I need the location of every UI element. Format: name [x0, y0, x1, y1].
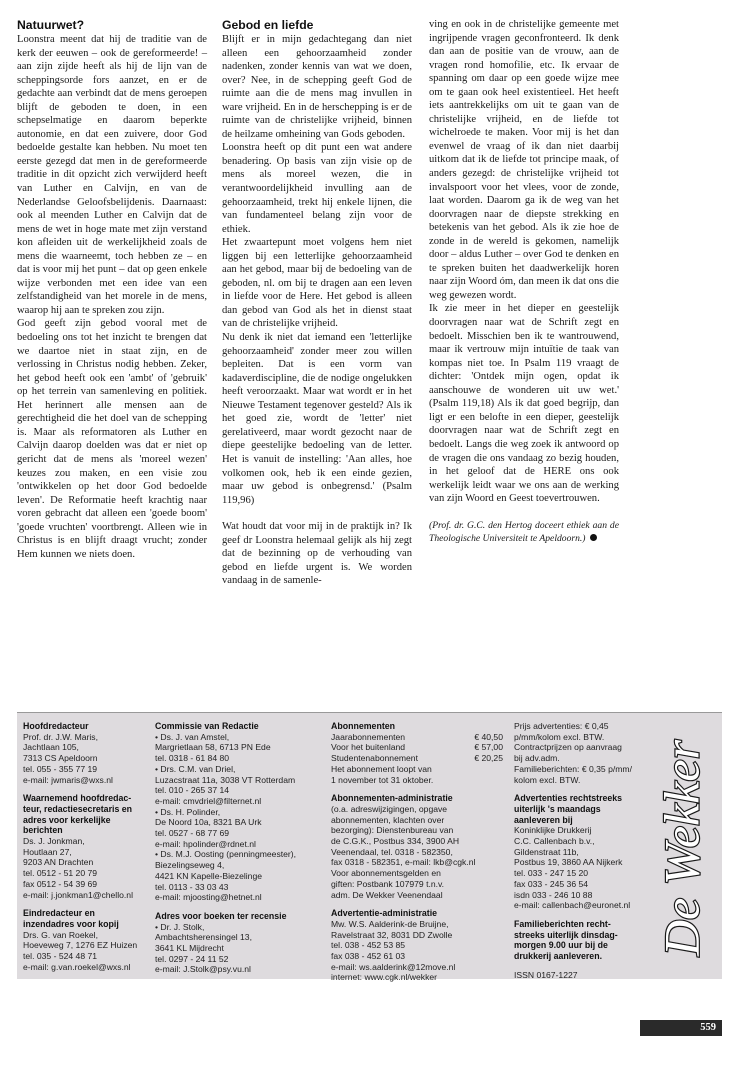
- colophon-column-advertising: [514, 721, 644, 980]
- rate-value: € 40,50: [474, 731, 503, 742]
- colophon-line: Gildenstraat 11b,: [514, 846, 579, 857]
- article-column-1: [17, 18, 207, 561]
- heading-line: morgen 9.00 uur bij de: [514, 940, 608, 951]
- colophon-line: Prijs advertenties: € 0,45: [514, 721, 609, 731]
- heading-line: teur, redactiesecretaris en: [23, 803, 133, 814]
- de-wekker-logo: [652, 723, 722, 973]
- article-column-2: [222, 18, 412, 588]
- colophon-line: De Noord 10a, 8321 BA Urk: [155, 817, 262, 828]
- colophon-line: e-mail: j.jonkman1@chello.nl: [23, 889, 133, 900]
- colophon-heading: Commissie van Redactie: [155, 721, 259, 731]
- heading-line: aanleveren bij: [514, 814, 573, 825]
- colophon-line: Mw. W.S. Aalderink-de Bruijne,: [331, 918, 449, 929]
- colophon-line: tel. 0297 - 24 11 52: [155, 953, 229, 964]
- colophon-line: Prof. dr. J.W. Maris,: [23, 731, 98, 742]
- colophon-line: Drs. G. van Roekel,: [23, 929, 98, 940]
- colophon-line: de C.G.K., Postbus 334, 3900 AH: [331, 836, 460, 847]
- colophon-line: fax 0512 - 54 39 69: [23, 878, 98, 889]
- colophon-line: giften: Postbank 107979 t.n.v.: [331, 878, 445, 889]
- colophon-line: Ds. J. Jonkman,: [23, 836, 85, 847]
- heading-line: uiterlijk 's maandags: [514, 803, 601, 814]
- colophon-line: Houtlaan 27,: [23, 846, 72, 857]
- end-mark-icon: [590, 534, 597, 541]
- heading-line: adres voor kerkelijke: [23, 814, 111, 825]
- rate-row: [331, 753, 503, 764]
- colophon-line: Margrietlaan 58, 6713 PN Ede: [155, 742, 271, 753]
- colophon-heading: Advertentie-administratie: [331, 908, 438, 919]
- paragraph: Loonstra heeft op dit punt een wat andere benadering. Op basis van zijn visie op de mens als moreel wezen, die in verantwoordelijkheid invulling aan de gehoorzaamheid, trekt hij enkele lijnen, die van fundamenteel belang zijn voor de ethiek.: [222, 142, 412, 235]
- colophon-line: tel. 0318 - 61 84 80: [155, 753, 230, 764]
- colophon-line: e-mail: hpolinder@rdnet.nl: [155, 838, 256, 849]
- colophon-line: tel. 038 - 452 53 85: [331, 940, 406, 951]
- colophon-heading: Adres voor boeken ter recensie: [155, 910, 287, 921]
- colophon-line: isdn 033 - 246 10 88: [514, 889, 593, 900]
- issn: ISSN 0167-1227: [514, 969, 578, 980]
- page-number: 559: [640, 1020, 722, 1036]
- colophon-line: Contractprijzen op aanvraag: [514, 742, 622, 753]
- colophon: [17, 712, 722, 983]
- paragraph: Blijft er in mijn gedachtegang dan niet alleen een gehoorzaamheid zonder nadenken, zonder kennis van wat we doen, over? Nee, in de schepping geeft God de ruimte aan die de mens mag invullen in ware vrijheid. En in de herschepping is er de ruimte van de christelijke vrijheid, binnen de heilzame omheining van Gods geboden.: [222, 34, 412, 140]
- paragraph: Ik zie meer in het dieper en geestelijk doorvragen naar wat de Schrift zegt en bedoelt. Misschien ben ik te wantrouwend, maar ik vertrouw mijn intuïtie de taak van kompas niet toe. In Psalm 119 vraagt de dichter: 'Ontdek mijn ogen, opdat ik aanschouwe de wonderen uit uw wet.' (Psalm 119,18) Als ik dat goed begrijp, dan ligt er een belofte in een dieper, geestelijk doorvragen naar wat de Schrift zegt en bedoelt. Langs die weg zoek ik antwoord op de vragen die ons vandaag zo bezig houden, in het geloof dat de HERE ons ook werkelijk leidt waar we ons aan de werking van zijn Woord en Geest toevertrouwen.: [429, 303, 619, 505]
- rate-label: Voor het buitenland: [331, 742, 406, 753]
- colophon-line: e-mail: g.van.roekel@wxs.nl: [23, 961, 131, 972]
- rate-value: € 57,00: [474, 742, 503, 753]
- colophon-line: bij adv.adm.: [514, 753, 560, 764]
- colophon-line: Veenendaal, tel. 0318 - 582350,: [331, 846, 453, 857]
- colophon-line: p/mm/kolom excl. BTW.: [514, 731, 605, 742]
- colophon-line: internet: www.cgk.nl/wekker: [331, 972, 438, 983]
- colophon-heading: Hoofdredacteur: [23, 721, 89, 731]
- colophon-line: • Ds. H. Polinder,: [155, 806, 221, 817]
- paragraph: God geeft zijn gebod vooral met de bedoeling ons tot het inzicht te brengen dat we daartoe niet in staat zijn, en de verlossing in Christus nodig hebben. Zeker, het gebod heeft ook een 'ambt' of 'gebruik' op het terrein van samenleving en politiek. Het herinnert alle mensen aan de gerechtigheid die het doel van de schepping is. Maar als reformatoren als Luther en Calvijn daarop doelden was dat er niet op gericht dat de mens als 'moreel wezen' keuzes zou maken, en een visie zou 'ontwikkelen op het door God bedoelde leven'. De Reformatie heeft krachtig naar voren gebracht dat alleen een 'goede boom' 'goede vruchten' voortbrengt. Alleen wie in Christus is en blijft draagt vrucht; zonder Hem kunnen we niets doen.: [17, 318, 207, 560]
- heading-line: Advertenties rechtstreeks: [514, 793, 623, 804]
- rate-label: Studentenabonnement: [331, 753, 418, 764]
- rate-label: Jaarabonnementen: [331, 731, 406, 742]
- heading-line: inzendadres voor kopij: [23, 918, 119, 929]
- colophon-line: e-mail: ws.aalderink@12move.nl: [331, 961, 456, 972]
- colophon-line: abonnementen, klachten over: [331, 814, 445, 825]
- colophon-line: e-mail: callenbach@euronet.nl: [514, 900, 631, 911]
- colophon-line: e-mail: mjoosting@hetnet.nl: [155, 892, 262, 903]
- heading-line: drukkerij aanleveren.: [514, 951, 603, 962]
- colophon-line: adm. De Wekker Veenendaal: [331, 889, 443, 900]
- colophon-line: e-mail: cmvdriel@filternet.nl: [155, 795, 262, 806]
- colophon-line: tel. 010 - 265 37 14: [155, 785, 230, 796]
- colophon-line: tel. 033 - 247 15 20: [514, 868, 589, 879]
- colophon-line: tel. 0113 - 33 03 43: [155, 881, 229, 892]
- colophon-line: • Ds. M.J. Oosting (penningmeester),: [155, 849, 297, 860]
- colophon-line: e-mail: jwmaris@wxs.nl: [23, 774, 113, 785]
- paragraph: ving en ook in de christelijke gemeente met ingrijpende vragen geconfronteerd. Ik denk dan aan de positie van de vrouw, aan de vragen rond homofilie, etc. Ik ervaar de spanning om daar op een goede wijze mee om te gaan ook heel existentieel. Het heeft iets aantrekkelijks om uit te gaan van de christelijke vrijheid, en de liefde tot wichelroede te maken. Voor mij is het dan evenwel de vraag of ik dan niet daarbij uitkom dat ik de liefde tot principe maak, of anders gezegd: de christelijke vrijheid tot invalspoort voor het vlees, voor de zonde, laat worden. Daarom ga ik de weg van het doorvragen naar de diepste strekking en betekenis van het gebod. Als ik zie hoe de zonde in de wereld is gekomen, namelijk door – aldus Luther – over God te denken en te spreken buiten het daadwerkelijk horen naar zijn Woord óm, dan meen ik dat ons die weg gewezen wordt.: [429, 19, 619, 301]
- colophon-line: tel. 0512 - 51 20 79: [23, 868, 98, 879]
- colophon-line: tel. 035 - 524 48 71: [23, 951, 98, 962]
- colophon-line: bezorging): Dienstenbureau van: [331, 825, 454, 836]
- colophon-line: 9203 AN Drachten: [23, 857, 94, 868]
- colophon-line: fax 033 - 245 36 54: [514, 878, 589, 889]
- colophon-column-editors: [23, 721, 151, 972]
- rate-row: [331, 732, 503, 743]
- paragraph: Loonstra meent dat hij de traditie van de kerk der eeuwen – ook de gereformeerde! – aan zijn zijde heeft als hij de lijn van de scheppingsorde fors aanzet, en er de gedachte aan verbindt dat de mens geroepen blijft de geboden te doen, in een schepselmatige en daarom beperkte autonomie, en dat een zuivere, door God bedoelde gestalte kan hebben. Nu moet ten eerste gezegd dat men in de gereformeerde traditie in dit opzicht zich verwijderd heeft van Luther en Calvijn, en van de Nederlandse Geloofsbelijdenis. Daarnaast: ook al meenden Luther en Calvijn dat de mens de wet in hoge mate met zijn verstand kon afleiden uit de werkelijkheid zoals de mens die waarneemt, toch hebben ze – en dat is voor mij het punt – dat op geen enkele wijze verbonden met een idee van een zelfstandigheid van het morele in de mens, waarop hij aan te spreken zou zijn.: [17, 34, 207, 316]
- colophon-line: Familieberichten: € 0,35 p/mm/: [514, 763, 632, 774]
- colophon-heading: [514, 793, 644, 825]
- colophon-line: • Drs. C.M. van Driel,: [155, 763, 236, 774]
- colophon-line: Luzacstraat 11a, 3038 VT Rotterdam: [155, 774, 296, 785]
- colophon-line: fax 038 - 452 61 03: [331, 951, 406, 962]
- colophon-line: kolom excl. BTW.: [514, 774, 581, 785]
- colophon-line: • Dr. J. Stolk,: [155, 921, 205, 932]
- colophon-line: 4421 KN Kapelle-Biezelinge: [155, 870, 263, 881]
- section-heading-natuurwet: Natuurwet?: [17, 18, 85, 32]
- colophon-line: Ambachtsherensingel 13,: [155, 932, 252, 943]
- colophon-heading: [23, 793, 151, 836]
- colophon-line: e-mail: J.Stolk@psy.vu.nl: [155, 964, 251, 975]
- logo-text: De Wekker: [653, 739, 710, 957]
- section-heading-gebod-en-liefde: Gebod en liefde: [222, 18, 314, 32]
- rate-row: [331, 742, 503, 753]
- colophon-line: 7313 CS Apeldoorn: [23, 753, 98, 764]
- colophon-line: • Ds. J. van Amstel,: [155, 731, 230, 742]
- colophon-line: Voor abonnementsgelden en: [331, 868, 441, 879]
- colophon-line: Biezelingseweg 4,: [155, 860, 225, 871]
- colophon-heading: [23, 908, 151, 929]
- colophon-line: Hoeveweg 7, 1276 EZ Huizen: [23, 940, 138, 951]
- colophon-line: Jachtlaan 105,: [23, 742, 79, 753]
- heading-line: Eindredacteur en: [23, 908, 95, 919]
- heading-line: Familieberichten recht-: [514, 918, 611, 929]
- colophon-line: Het abonnement loopt van: [331, 763, 432, 774]
- heading-line: Waarnemend hoofdredac-: [23, 793, 132, 804]
- author-credit: (Prof. dr. G.C. den Hertog doceert ethiek aan de Theologische Universiteit te Apeldoorn.): [429, 519, 619, 544]
- colophon-heading: [514, 919, 644, 962]
- colophon-line: 3641 KL Mijdrecht: [155, 943, 224, 954]
- colophon-heading: Abonnementen: [331, 721, 396, 731]
- colophon-heading: Abonnementen-administratie: [331, 793, 453, 804]
- colophon-line: tel. 0527 - 68 77 69: [155, 828, 230, 839]
- colophon-line: 1 november tot 31 oktober.: [331, 774, 434, 785]
- colophon-column-subscriptions: [331, 721, 503, 983]
- rate-value: € 20,25: [474, 753, 503, 764]
- paragraph: Wat houdt dat voor mij in de praktijk in? Ik geef dr Loonstra helemaal gelijk als hij zegt dat de bezinning op de verhouding van gebod en liefde urgent is. We worden vandaag in de samenle-: [222, 521, 412, 587]
- heading-line: berichten: [23, 825, 63, 836]
- paragraph: Nu denk ik niet dat iemand een 'letterlijke gehoorzaamheid' zonder meer zou willen bepleiten. Dat is een vorm van kadaverdiscipline, die de nodige ongelukken heeft veroorzaakt. Maar wat wordt er in het Nieuwe Testament tegenover gesteld? Als ik het goed zie, wordt de 'letter' niet gerelativeerd, maar wordt gezocht naar de diepe geestelijke bedoeling van de letter. Het is vanuit de instelling: 'Aan alles, hoe volkomen ook, heb ik een einde gezien, maar uw gebod is onbegrensd.' (Psalm 119,96): [222, 332, 412, 506]
- colophon-line: tel. 055 - 355 77 19: [23, 763, 98, 774]
- article-column-3: [429, 18, 619, 545]
- paragraph: Het zwaartepunt moet volgens hem niet liggen bij een letterlijke gehoorzaamheid aan het gebod, maar bij de bedoeling van de geboden, nl. om bij te dragen aan een leven in liefde voor de Here. Het gebod is alleen dan gebod van God als het in dienst staat van de christelijke vrijheid.: [222, 237, 412, 330]
- colophon-line: Postbus 19, 3860 AA Nijkerk: [514, 857, 623, 868]
- colophon-line: fax 0318 - 582351, e-mail: lkb@cgk.nl: [331, 857, 476, 868]
- colophon-line: (o.a. adreswijzigingen, opgave: [331, 803, 448, 814]
- colophon-column-committee: [155, 721, 323, 975]
- heading-line: streeks uiterlijk dinsdag-: [514, 929, 618, 940]
- colophon-line: Koninklijke Drukkerij: [514, 825, 592, 836]
- colophon-line: Ravelstraat 32, 8031 DD Zwolle: [331, 929, 453, 940]
- colophon-line: C.C. Callenbach b.v.,: [514, 836, 595, 847]
